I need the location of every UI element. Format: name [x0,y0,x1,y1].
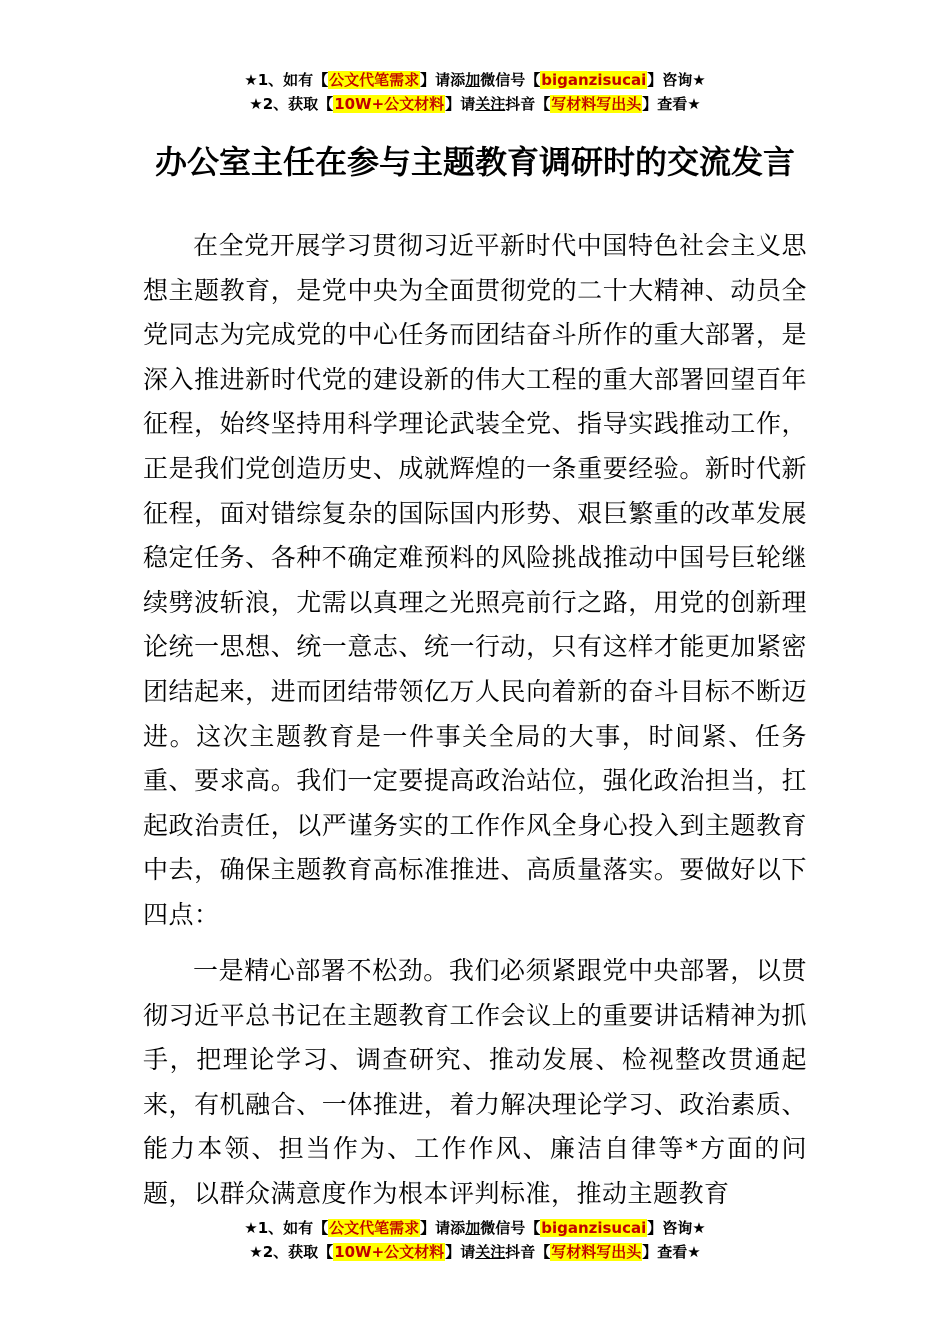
footer-banner [0,1216,950,1264]
banner-text: 】请添 [420,71,466,89]
banner-text: 】咨询★ [647,71,706,89]
banner-line-2 [0,92,950,116]
banner-underline: 关注 [475,95,506,113]
banner-highlight: 写材料写出头 [551,95,642,113]
banner-highlight: 公文代笔需求 [329,71,420,89]
banner-highlight: biganzisucai [541,71,647,89]
body-paragraph-1 [143,224,807,938]
banner-highlight: 写材料写出头 [551,1243,642,1261]
body-paragraph-2 [143,949,807,1217]
paragraph-text: 一是精心部署不松劲。我们必须紧跟党中央部署，以贯彻习近平总书记在主题教育工作会议上的重要讲话精神为抓手，把理论学习、调查研究、推动发展、检视整改贯通起来，有机融合、一体推进，着力解决理论学习、政治素质、能力本领、担当作为、工作作风、廉洁自律等*方面的问题，以群众满意度作为根本评判标准，推动主题教育 [143,956,807,1208]
banner-underline: 关注 [475,1243,506,1261]
paragraph-text: 在全党开展学习贯彻习近平新时代中国特色社会主义思想主题教育，是党中央为全面贯彻党的二十大精神、动员全党同志为完成党的中心任务而团结奋斗所作的重大部署，是深入推进新时代党的建设新的伟大工程的重大部署回望百年征程，始终坚持用科学理论武装全党、指导实践推动工作，正是我们党创造历史、成就辉煌的一条重要经验。新时代新征程，面对错综复杂的国际国内形势、艰巨繁重的改革发展稳定任务、各种不确定难预料的风险挑战推动中国号巨轮继续劈波斩浪，尤需以真理之光照亮前行之路，用党的创新理论统一思想、统一意志、统一行动，只有这样才能更加紧密团结起来，进而团结带领亿万人民向着新的奋斗目标不断迈进。这次主题教育是一件事关全局的大事，时间紧、任务重、要求高。我们一定要提高政治站位，强化政治担当，扛起政治责任，以严谨务实的工作作风全身心投入到主题教育中去，确保主题教育高标准推进、高质量落实。要做好以下四点： [143,231,807,929]
banner-highlight: 公文代笔需求 [329,1219,420,1237]
banner-underline: 加 [465,71,481,89]
banner-text: ★1、如有【 [244,71,329,89]
banner-text: 抖音【 [505,95,551,113]
banner-highlight: 10W+公文材料 [334,1243,445,1261]
document-title: 办公室主任在参与主题教育调研时的交流发言 [154,143,795,182]
banner-text: 】咨询★ [647,1219,706,1237]
banner-text: 】请 [445,1243,476,1261]
banner-line-2 [0,1240,950,1264]
banner-text: 】请添 [420,1219,466,1237]
banner-line-1 [0,68,950,92]
banner-highlight: biganzisucai [541,1219,647,1237]
banner-text: 抖音【 [505,1243,551,1261]
banner-text: 微信号【 [480,71,541,89]
banner-line-1 [0,1216,950,1240]
banner-text: ★1、如有【 [244,1219,329,1237]
banner-highlight: 10W+公文材料 [334,95,445,113]
banner-text: 】请 [445,95,476,113]
banner-text: 】查看★ [642,95,701,113]
banner-text: 】查看★ [642,1243,701,1261]
banner-text: 微信号【 [480,1219,541,1237]
header-banner [0,68,950,116]
banner-text: ★2、获取【 [249,1243,334,1261]
banner-underline: 加 [465,1219,481,1237]
banner-text: ★2、获取【 [249,95,334,113]
